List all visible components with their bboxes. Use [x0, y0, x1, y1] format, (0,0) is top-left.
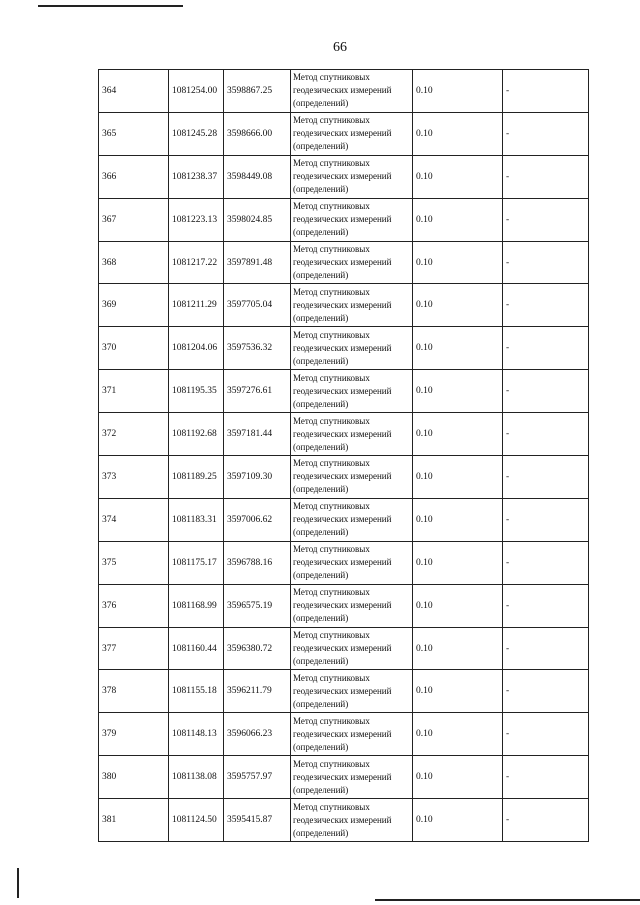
method-cell: [291, 756, 413, 799]
table-row: [99, 284, 589, 327]
y-coordinate-cell: 3597705.04: [224, 284, 291, 327]
method-text-line: Метод спутниковых: [293, 672, 370, 683]
y-coordinate-cell: 3597181.44: [224, 413, 291, 456]
note-cell: -: [503, 456, 589, 499]
table-row: [99, 670, 589, 713]
x-coordinate-cell: 1081175.17: [169, 541, 224, 584]
y-coordinate-cell: 3595757.97: [224, 756, 291, 799]
method-cell: [291, 327, 413, 370]
precision-cell: 0.10: [413, 756, 503, 799]
method-cell: [291, 284, 413, 327]
method-text-line: Метод спутниковых: [293, 458, 370, 469]
x-coordinate-cell: 1081223.13: [169, 198, 224, 241]
point-number-cell: 380: [99, 756, 169, 799]
precision-cell: 0.10: [413, 713, 503, 756]
method-text-line: геодезических измерений: [293, 471, 392, 482]
method-text-line: геодезических измерений: [293, 514, 392, 525]
method-cell: [291, 541, 413, 584]
method-text-line: (определений): [293, 355, 349, 366]
method-text-line: (определений): [293, 741, 349, 752]
note-cell: -: [503, 241, 589, 284]
point-number-cell: 373: [99, 456, 169, 499]
point-number-cell: 366: [99, 155, 169, 198]
point-number-cell: 381: [99, 799, 169, 842]
point-number-cell: 375: [99, 541, 169, 584]
x-coordinate-cell: 1081160.44: [169, 627, 224, 670]
x-coordinate-cell: 1081189.25: [169, 456, 224, 499]
point-number-cell: 364: [99, 70, 169, 113]
y-coordinate-cell: 3598867.25: [224, 70, 291, 113]
method-cell: [291, 670, 413, 713]
x-coordinate-cell: 1081138.08: [169, 756, 224, 799]
point-number-cell: 369: [99, 284, 169, 327]
method-text-line: геодезических измерений: [293, 342, 392, 353]
method-text-line: Метод спутниковых: [293, 201, 370, 212]
method-text-line: геодезических измерений: [293, 214, 392, 225]
note-cell: -: [503, 112, 589, 155]
table-row: [99, 584, 589, 627]
x-coordinate-cell: 1081192.68: [169, 413, 224, 456]
point-number-cell: 368: [99, 241, 169, 284]
point-number-cell: 377: [99, 627, 169, 670]
method-text-line: геодезических измерений: [293, 257, 392, 267]
method-cell: [291, 584, 413, 627]
precision-cell: 0.10: [413, 541, 503, 584]
y-coordinate-cell: 3596066.23: [224, 713, 291, 756]
method-text-line: геодезических измерений: [293, 128, 392, 139]
y-coordinate-cell: 3595415.87: [224, 799, 291, 842]
x-coordinate-cell: 1081254.00: [169, 70, 224, 113]
precision-cell: 0.10: [413, 70, 503, 113]
method-text-line: (определений): [293, 270, 349, 280]
method-text-line: геодезических измерений: [293, 171, 392, 182]
precision-cell: 0.10: [413, 456, 503, 499]
y-coordinate-cell: 3598449.08: [224, 155, 291, 198]
note-cell: -: [503, 70, 589, 113]
table-row: [99, 799, 589, 842]
method-text-line: геодезических измерений: [293, 557, 392, 568]
method-text-line: (определений): [293, 827, 349, 838]
method-cell: [291, 112, 413, 155]
table-row: [99, 327, 589, 370]
y-coordinate-cell: 3598666.00: [224, 112, 291, 155]
y-coordinate-cell: 3597109.30: [224, 456, 291, 499]
table-row: [99, 541, 589, 584]
method-text-line: Метод спутниковых: [293, 158, 370, 169]
precision-cell: 0.10: [413, 498, 503, 541]
method-text-line: (определений): [293, 656, 349, 667]
precision-cell: 0.10: [413, 413, 503, 456]
point-number-cell: 367: [99, 198, 169, 241]
precision-cell: 0.10: [413, 155, 503, 198]
table-body: [99, 70, 589, 842]
method-text-line: Метод спутниковых: [293, 244, 370, 254]
method-text-line: (определений): [293, 312, 349, 323]
method-text-line: (определений): [293, 784, 349, 795]
precision-cell: 0.10: [413, 241, 503, 284]
scan-artifact-left-mark: [17, 868, 19, 898]
method-text-line: геодезических измерений: [293, 728, 392, 739]
precision-cell: 0.10: [413, 198, 503, 241]
method-text-line: Метод спутниковых: [293, 72, 370, 83]
method-text-line: Метод спутниковых: [293, 544, 370, 555]
table-row: [99, 155, 589, 198]
method-text-line: геодезических измерений: [293, 600, 392, 611]
method-text-line: геодезических измерений: [293, 771, 392, 782]
point-number-cell: 370: [99, 327, 169, 370]
method-cell: [291, 627, 413, 670]
note-cell: -: [503, 756, 589, 799]
method-text-line: (определений): [293, 184, 349, 195]
method-text-line: Метод спутниковых: [293, 758, 370, 769]
method-text-line: геодезических измерений: [293, 385, 392, 396]
scan-artifact-top-line: [38, 5, 183, 7]
note-cell: -: [503, 327, 589, 370]
method-text-line: геодезических измерений: [293, 814, 392, 825]
method-text-line: геодезических измерений: [293, 685, 392, 696]
x-coordinate-cell: 1081168.99: [169, 584, 224, 627]
y-coordinate-cell: 3596380.72: [224, 627, 291, 670]
method-text-line: Метод спутниковых: [293, 372, 370, 383]
table-row: [99, 413, 589, 456]
method-cell: [291, 713, 413, 756]
method-cell: [291, 799, 413, 842]
table-row: [99, 370, 589, 413]
precision-cell: 0.10: [413, 670, 503, 713]
precision-cell: 0.10: [413, 370, 503, 413]
table-row: [99, 241, 589, 284]
method-cell: [291, 198, 413, 241]
table-row: [99, 498, 589, 541]
method-cell: [291, 241, 413, 284]
method-cell: [291, 498, 413, 541]
x-coordinate-cell: 1081148.13: [169, 713, 224, 756]
x-coordinate-cell: 1081245.28: [169, 112, 224, 155]
x-coordinate-cell: 1081238.37: [169, 155, 224, 198]
table-row: [99, 70, 589, 113]
precision-cell: 0.10: [413, 112, 503, 155]
note-cell: -: [503, 541, 589, 584]
y-coordinate-cell: 3596575.19: [224, 584, 291, 627]
note-cell: -: [503, 670, 589, 713]
precision-cell: 0.10: [413, 327, 503, 370]
method-text-line: (определений): [293, 570, 349, 581]
y-coordinate-cell: 3596211.79: [224, 670, 291, 713]
table-row: [99, 112, 589, 155]
method-text-line: геодезических измерений: [293, 299, 392, 310]
precision-cell: 0.10: [413, 627, 503, 670]
note-cell: -: [503, 799, 589, 842]
method-cell: [291, 370, 413, 413]
x-coordinate-cell: 1081195.35: [169, 370, 224, 413]
note-cell: -: [503, 284, 589, 327]
y-coordinate-cell: 3597276.61: [224, 370, 291, 413]
table-row: [99, 756, 589, 799]
x-coordinate-cell: 1081155.18: [169, 670, 224, 713]
point-number-cell: 365: [99, 112, 169, 155]
x-coordinate-cell: 1081217.22: [169, 241, 224, 284]
method-cell: [291, 70, 413, 113]
note-cell: -: [503, 627, 589, 670]
method-text-line: Метод спутниковых: [293, 801, 370, 812]
y-coordinate-cell: 3598024.85: [224, 198, 291, 241]
note-cell: -: [503, 370, 589, 413]
method-text-line: Метод спутниковых: [293, 587, 370, 598]
point-number-cell: 372: [99, 413, 169, 456]
method-text-line: (определений): [293, 398, 349, 409]
method-cell: [291, 456, 413, 499]
method-text-line: (определений): [293, 98, 349, 109]
note-cell: -: [503, 498, 589, 541]
coordinates-table: [98, 69, 589, 842]
point-number-cell: 376: [99, 584, 169, 627]
table-row: [99, 713, 589, 756]
x-coordinate-cell: 1081124.50: [169, 799, 224, 842]
method-text-line: (определений): [293, 484, 349, 495]
x-coordinate-cell: 1081183.31: [169, 498, 224, 541]
method-text-line: геодезических измерений: [293, 428, 392, 439]
method-text-line: (определений): [293, 613, 349, 624]
table-row: [99, 456, 589, 499]
point-number-cell: 379: [99, 713, 169, 756]
method-text-line: Метод спутниковых: [293, 415, 370, 426]
method-text-line: Метод спутниковых: [293, 329, 370, 340]
method-text-line: (определений): [293, 698, 349, 709]
note-cell: -: [503, 413, 589, 456]
precision-cell: 0.10: [413, 799, 503, 842]
method-text-line: геодезических измерений: [293, 85, 392, 96]
x-coordinate-cell: 1081204.06: [169, 327, 224, 370]
precision-cell: 0.10: [413, 284, 503, 327]
method-text-line: Метод спутниковых: [293, 501, 370, 512]
page-number: 66: [333, 40, 347, 55]
method-text-line: (определений): [293, 441, 349, 452]
precision-cell: 0.10: [413, 584, 503, 627]
method-text-line: Метод спутниковых: [293, 286, 370, 297]
y-coordinate-cell: 3597536.32: [224, 327, 291, 370]
method-text-line: Метод спутниковых: [293, 715, 370, 726]
point-number-cell: 374: [99, 498, 169, 541]
method-cell: [291, 155, 413, 198]
note-cell: -: [503, 584, 589, 627]
scan-artifact-bottom-line: [375, 899, 640, 901]
note-cell: -: [503, 198, 589, 241]
table-row: [99, 198, 589, 241]
y-coordinate-cell: 3597891.48: [224, 241, 291, 284]
y-coordinate-cell: 3596788.16: [224, 541, 291, 584]
method-cell: [291, 413, 413, 456]
x-coordinate-cell: 1081211.29: [169, 284, 224, 327]
y-coordinate-cell: 3597006.62: [224, 498, 291, 541]
method-text-line: геодезических измерений: [293, 643, 392, 654]
point-number-cell: 378: [99, 670, 169, 713]
method-text-line: Метод спутниковых: [293, 115, 370, 126]
table-row: [99, 627, 589, 670]
note-cell: -: [503, 155, 589, 198]
point-number-cell: 371: [99, 370, 169, 413]
method-text-line: Метод спутниковых: [293, 630, 370, 641]
method-text-line: (определений): [293, 141, 349, 152]
note-cell: -: [503, 713, 589, 756]
method-text-line: (определений): [293, 527, 349, 538]
method-text-line: (определений): [293, 227, 349, 238]
